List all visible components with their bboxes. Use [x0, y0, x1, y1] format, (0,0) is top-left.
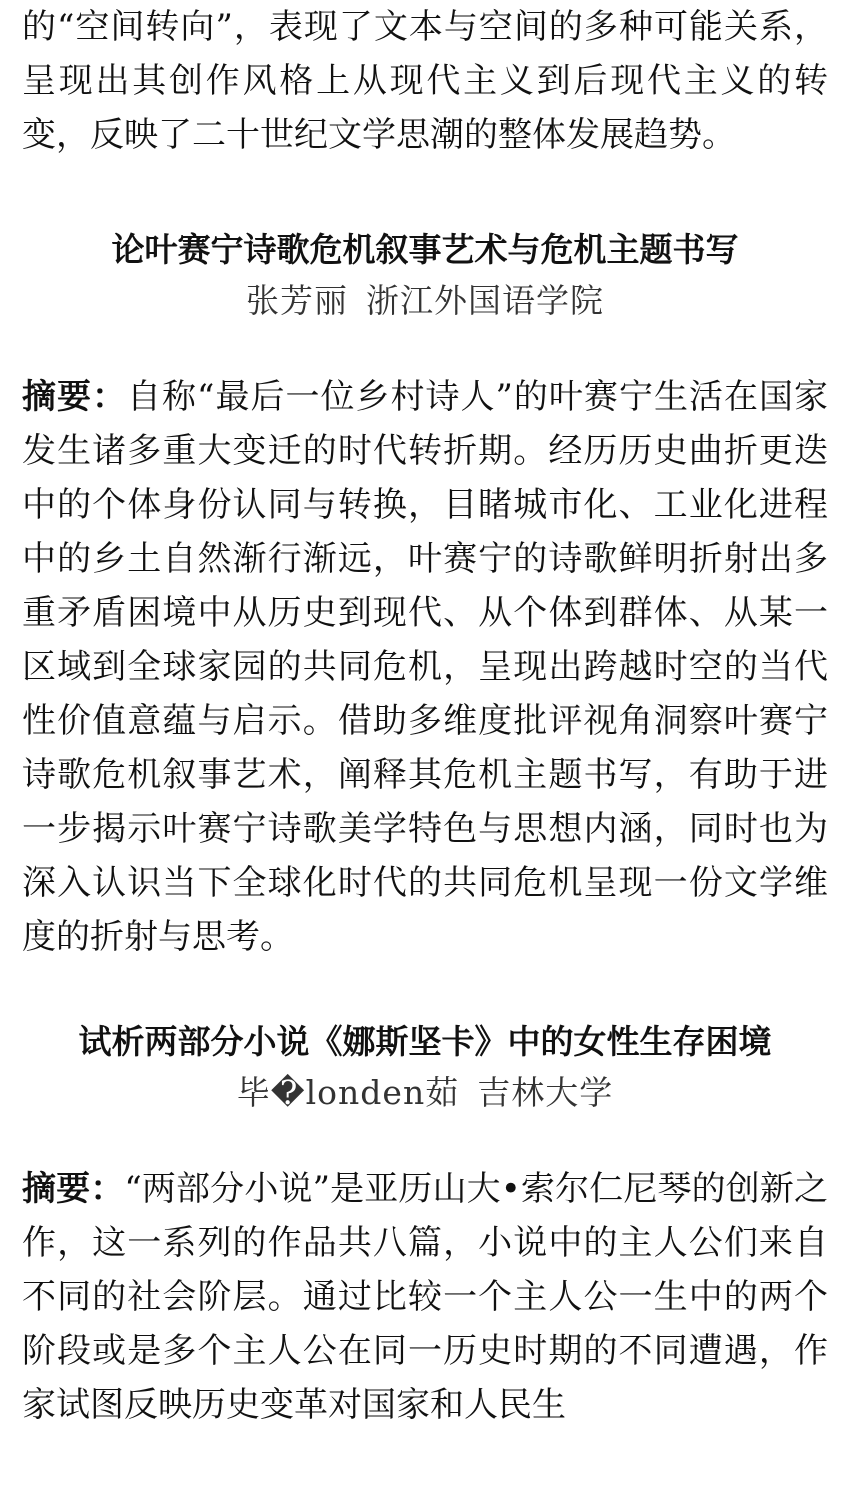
abstract-label: 摘要： [22, 1169, 125, 1209]
abstract-label: 摘要： [22, 377, 128, 417]
abstract-text: “两部分小说”是亚历山大•索尔仁尼琴的创新之作，这一系列的作品共八篇，小说中的主人公们来自不同的社会阶层。通过比较一个主人公一生中的两个阶段或是多个主人公在同一历史时期的不同遭遇，作家试图反映历史变革对国家和人民生 [22, 1169, 828, 1425]
article-1 [22, 226, 828, 964]
document-page [22, 0, 828, 1432]
abstract-paragraph [22, 370, 828, 964]
author-name: 张芳丽 [246, 281, 348, 320]
article-byline [22, 278, 828, 324]
abstract-paragraph [22, 1162, 828, 1432]
abstract-text: 自称“最后一位乡村诗人”的叶赛宁生活在国家发生诸多重大变迁的时代转折期。经历历史曲折更迭中的个体身份认同与转换，目睹城市化、工业化进程中的乡土自然渐行渐远，叶赛宁的诗歌鲜明折射出多重矛盾困境中从历史到现代、从个体到群体、从某一区域到全球家园的共同危机，呈现出跨越时空的当代性价值意蕴与启示。借助多维度批评视角洞察叶赛宁诗歌危机叙事艺术，阐释其危机主题书写，有助于进一步揭示叶赛宁诗歌美学特色与思想内涵，同时也为深入认识当下全球化时代的共同危机呈现一份文学维度的折射与思考。 [22, 377, 828, 957]
intro-paragraph: 的“空间转向”，表现了文本与空间的多种可能关系，呈现出其创作风格上从现代主义到后现代主义的转变，反映了二十世纪文学思潮的整体发展趋势。 [22, 7, 828, 155]
article-byline [22, 1070, 828, 1116]
author-affiliation: 吉林大学 [477, 1073, 614, 1112]
author-name: 毕�londen茹 [236, 1073, 460, 1112]
author-affiliation: 浙江外国语学院 [366, 281, 604, 320]
article-title: 试析两部分小说《娜斯坚卡》中的女性生存困境 [78, 1022, 772, 1061]
article-title: 论叶赛宁诗歌危机叙事艺术与危机主题书写 [111, 230, 739, 269]
article-2 [22, 1018, 828, 1432]
